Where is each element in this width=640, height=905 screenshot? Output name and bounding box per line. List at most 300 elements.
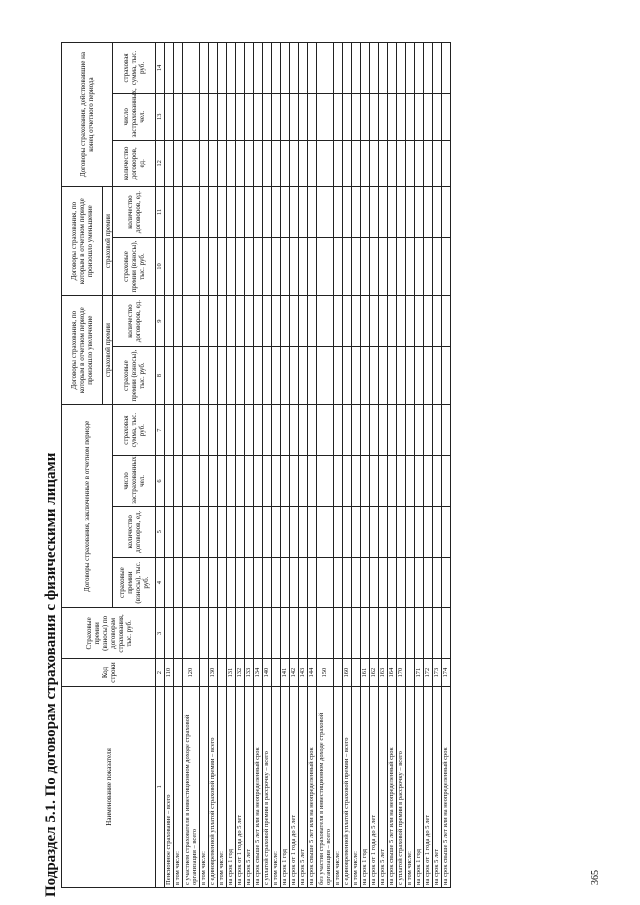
value-cell: [299, 557, 308, 608]
value-cell: [334, 140, 343, 187]
value-cell: [272, 506, 281, 557]
value-cell: [290, 456, 299, 507]
value-cell: [317, 140, 334, 187]
value-cell: [433, 346, 442, 404]
value-cell: [200, 93, 209, 140]
value-cell: [379, 405, 388, 456]
value-cell: [442, 506, 451, 557]
value-cell: [236, 506, 245, 557]
table-row: [200, 43, 209, 888]
header-group-increase: Договоры страхования, по которым в отчетном периоде произошло увеличение: [62, 296, 103, 405]
value-cell: [397, 93, 406, 140]
row-code: 162: [370, 659, 379, 687]
table-row: [272, 43, 281, 888]
value-cell: [254, 140, 263, 187]
column-number: 12: [156, 140, 165, 187]
value-cell: [290, 557, 299, 608]
value-cell: [308, 140, 317, 187]
header-col-count-insured: число застрахованных, чел.: [113, 93, 156, 140]
value-cell: [200, 187, 209, 238]
value-cell: [209, 43, 218, 94]
table-row: [183, 43, 200, 888]
value-cell: [227, 346, 236, 404]
value-cell: [209, 140, 218, 187]
value-cell: [183, 43, 200, 94]
row-code: [406, 659, 415, 687]
value-cell: [433, 456, 442, 507]
value-cell: [308, 506, 317, 557]
value-cell: [397, 296, 406, 347]
table-row: [299, 43, 308, 888]
value-cell: [343, 506, 352, 557]
value-cell: [254, 296, 263, 347]
row-label: на срок 5 лет: [299, 686, 308, 887]
value-cell: [379, 93, 388, 140]
column-number: 10: [156, 237, 165, 295]
row-code: 172: [424, 659, 433, 687]
value-cell: [343, 405, 352, 456]
value-cell: [281, 140, 290, 187]
value-cell: [218, 346, 227, 404]
table-row: [343, 43, 352, 888]
value-cell: [165, 140, 174, 187]
row-label: на срок от 1 года до 5 лет: [370, 686, 379, 887]
value-cell: [165, 43, 174, 94]
statistics-table: [61, 42, 451, 888]
header-group-in-force: Договоры страхования, действовавшие на конец отчетного периода: [62, 43, 113, 187]
column-number: 5: [156, 506, 165, 557]
table-row: [361, 43, 370, 888]
value-cell: [317, 346, 334, 404]
value-cell: [442, 93, 451, 140]
value-cell: [397, 456, 406, 507]
value-cell: [245, 93, 254, 140]
header-col-count-contracts: количество договоров, ед.: [113, 187, 156, 238]
column-number: 3: [156, 608, 165, 659]
value-cell: [165, 506, 174, 557]
value-cell: [308, 237, 317, 295]
value-cell: [174, 405, 183, 456]
value-cell: [245, 506, 254, 557]
row-label: в том числе:: [334, 686, 343, 887]
value-cell: [165, 557, 174, 608]
value-cell: [165, 187, 174, 238]
header-col-count-contracts: количество договоров, ед.: [113, 296, 156, 347]
value-cell: [290, 506, 299, 557]
value-cell: [388, 405, 397, 456]
value-cell: [183, 237, 200, 295]
value-cell: [361, 296, 370, 347]
table-row: [281, 43, 290, 888]
value-cell: [209, 237, 218, 295]
row-code: 132: [236, 659, 245, 687]
value-cell: [343, 346, 352, 404]
value-cell: [352, 506, 361, 557]
value-cell: [263, 296, 272, 347]
value-cell: [370, 405, 379, 456]
value-cell: [227, 608, 236, 659]
value-cell: [245, 608, 254, 659]
value-cell: [397, 43, 406, 94]
value-cell: [183, 93, 200, 140]
value-cell: [433, 187, 442, 238]
value-cell: [281, 296, 290, 347]
value-cell: [200, 456, 209, 507]
value-cell: [415, 405, 424, 456]
value-cell: [227, 405, 236, 456]
value-cell: [334, 237, 343, 295]
value-cell: [388, 608, 397, 659]
row-label: на срок 1 год: [227, 686, 236, 887]
value-cell: [290, 140, 299, 187]
value-cell: [263, 456, 272, 507]
value-cell: [200, 43, 209, 94]
row-label: в том числе:: [200, 686, 209, 887]
header-group-concluded: Договоры страхования, заключенные в отчетном периоде: [62, 405, 113, 608]
value-cell: [361, 43, 370, 94]
value-cell: [397, 346, 406, 404]
value-cell: [352, 296, 361, 347]
value-cell: [415, 456, 424, 507]
value-cell: [406, 93, 415, 140]
row-code: 120: [183, 659, 200, 687]
value-cell: [200, 296, 209, 347]
row-label: на срок 5 лет: [245, 686, 254, 887]
row-label: с единовременной уплатой страховой премии – всего: [343, 686, 352, 887]
value-cell: [174, 456, 183, 507]
value-cell: [183, 140, 200, 187]
value-cell: [227, 43, 236, 94]
table-row: [245, 43, 254, 888]
value-cell: [218, 237, 227, 295]
value-cell: [165, 346, 174, 404]
value-cell: [406, 237, 415, 295]
row-label: на срок от 1 года до 5 лет: [236, 686, 245, 887]
row-label: с уплатой страховой премии в рассрочку – всего: [263, 686, 272, 887]
value-cell: [397, 140, 406, 187]
value-cell: [424, 557, 433, 608]
value-cell: [254, 608, 263, 659]
table-row: [174, 43, 183, 888]
value-cell: [218, 506, 227, 557]
table-row: [352, 43, 361, 888]
row-code: 143: [299, 659, 308, 687]
value-cell: [343, 93, 352, 140]
value-cell: [308, 608, 317, 659]
value-cell: [433, 43, 442, 94]
row-label: на срок 5 лет: [379, 686, 388, 887]
value-cell: [245, 187, 254, 238]
value-cell: [290, 405, 299, 456]
value-cell: [370, 187, 379, 238]
value-cell: [379, 557, 388, 608]
row-label: в том числе:: [406, 686, 415, 887]
value-cell: [236, 405, 245, 456]
value-cell: [263, 557, 272, 608]
row-label: на срок свыше 5 лет или на неопределенный срок: [388, 686, 397, 887]
value-cell: [370, 456, 379, 507]
table-row: [218, 43, 227, 888]
value-cell: [254, 405, 263, 456]
value-cell: [209, 405, 218, 456]
value-cell: [209, 93, 218, 140]
value-cell: [209, 296, 218, 347]
value-cell: [379, 140, 388, 187]
value-cell: [442, 140, 451, 187]
value-cell: [254, 557, 263, 608]
value-cell: [174, 346, 183, 404]
value-cell: [209, 608, 218, 659]
value-cell: [415, 140, 424, 187]
value-cell: [174, 93, 183, 140]
value-cell: [218, 405, 227, 456]
header-col-sum-insured: страховая сумма, тыс. руб.: [113, 405, 156, 456]
value-cell: [290, 296, 299, 347]
value-cell: [299, 456, 308, 507]
value-cell: [183, 557, 200, 608]
page-number: 365: [590, 870, 601, 885]
value-cell: [200, 506, 209, 557]
value-cell: [433, 405, 442, 456]
value-cell: [334, 346, 343, 404]
value-cell: [379, 237, 388, 295]
table-row: [379, 43, 388, 888]
row-code: [174, 659, 183, 687]
header-code: Код строки: [62, 659, 156, 687]
value-cell: [290, 43, 299, 94]
value-cell: [299, 140, 308, 187]
value-cell: [281, 346, 290, 404]
value-cell: [299, 608, 308, 659]
value-cell: [254, 187, 263, 238]
value-cell: [299, 405, 308, 456]
value-cell: [281, 187, 290, 238]
value-cell: [245, 296, 254, 347]
header-premiums-under-contracts: Страховые премии (взносы) по договорам страхования, тыс. руб.: [62, 608, 156, 659]
value-cell: [397, 405, 406, 456]
value-cell: [442, 456, 451, 507]
value-cell: [218, 43, 227, 94]
value-cell: [281, 456, 290, 507]
value-cell: [379, 296, 388, 347]
value-cell: [433, 506, 442, 557]
value-cell: [299, 93, 308, 140]
value-cell: [433, 557, 442, 608]
value-cell: [281, 237, 290, 295]
table-row: [415, 43, 424, 888]
value-cell: [281, 43, 290, 94]
value-cell: [370, 140, 379, 187]
value-cell: [218, 187, 227, 238]
value-cell: [254, 43, 263, 94]
row-code: 141: [281, 659, 290, 687]
value-cell: [183, 346, 200, 404]
value-cell: [236, 187, 245, 238]
value-cell: [406, 608, 415, 659]
value-cell: [361, 405, 370, 456]
value-cell: [352, 456, 361, 507]
value-cell: [406, 43, 415, 94]
value-cell: [245, 140, 254, 187]
value-cell: [200, 346, 209, 404]
value-cell: [272, 608, 281, 659]
value-cell: [379, 608, 388, 659]
row-label: в том числе:: [352, 686, 361, 887]
row-label: на срок от 1 года до 5 лет: [424, 686, 433, 887]
value-cell: [308, 456, 317, 507]
value-cell: [334, 43, 343, 94]
value-cell: [406, 140, 415, 187]
column-number: 8: [156, 346, 165, 404]
value-cell: [218, 296, 227, 347]
value-cell: [361, 506, 370, 557]
value-cell: [299, 506, 308, 557]
value-cell: [263, 237, 272, 295]
value-cell: [370, 43, 379, 94]
value-cell: [281, 93, 290, 140]
value-cell: [343, 43, 352, 94]
value-cell: [227, 93, 236, 140]
value-cell: [343, 140, 352, 187]
header-group-decrease: Договоры страхования, по которым в отчетном периоде произошло уменьшение: [62, 187, 103, 296]
value-cell: [245, 405, 254, 456]
value-cell: [415, 608, 424, 659]
value-cell: [397, 557, 406, 608]
value-cell: [388, 506, 397, 557]
value-cell: [290, 187, 299, 238]
value-cell: [334, 557, 343, 608]
column-number: 2: [156, 659, 165, 687]
value-cell: [209, 557, 218, 608]
value-cell: [388, 187, 397, 238]
section-title: Подраздел 5.1. По договорам страхования с физическими лицами: [43, 452, 59, 897]
value-cell: [433, 296, 442, 347]
value-cell: [263, 608, 272, 659]
row-code: 161: [361, 659, 370, 687]
row-label: с уплатой страховой премии в рассрочку – всего: [397, 686, 406, 887]
value-cell: [272, 43, 281, 94]
row-code: 140: [263, 659, 272, 687]
value-cell: [183, 405, 200, 456]
table-row: [406, 43, 415, 888]
value-cell: [227, 140, 236, 187]
value-cell: [165, 296, 174, 347]
value-cell: [415, 346, 424, 404]
table-row: [209, 43, 218, 888]
value-cell: [370, 557, 379, 608]
row-code: 144: [308, 659, 317, 687]
value-cell: [272, 346, 281, 404]
value-cell: [370, 93, 379, 140]
value-cell: [415, 187, 424, 238]
row-code: 173: [433, 659, 442, 687]
value-cell: [442, 557, 451, 608]
value-cell: [236, 608, 245, 659]
value-cell: [334, 187, 343, 238]
value-cell: [290, 608, 299, 659]
value-cell: [174, 140, 183, 187]
value-cell: [406, 296, 415, 347]
value-cell: [352, 93, 361, 140]
value-cell: [245, 456, 254, 507]
value-cell: [272, 187, 281, 238]
value-cell: [388, 296, 397, 347]
value-cell: [200, 405, 209, 456]
value-cell: [388, 456, 397, 507]
value-cell: [317, 187, 334, 238]
value-cell: [209, 187, 218, 238]
value-cell: [433, 237, 442, 295]
row-label: без участия страхователя в инвестиционном доходе страховой организации – всего: [317, 686, 334, 887]
value-cell: [361, 237, 370, 295]
table-body: [165, 43, 451, 888]
value-cell: [352, 608, 361, 659]
value-cell: [424, 187, 433, 238]
value-cell: [388, 93, 397, 140]
value-cell: [415, 43, 424, 94]
row-label: на срок 1 год: [361, 686, 370, 887]
row-code: 130: [209, 659, 218, 687]
value-cell: [388, 140, 397, 187]
value-cell: [388, 557, 397, 608]
value-cell: [442, 43, 451, 94]
value-cell: [343, 237, 352, 295]
value-cell: [424, 608, 433, 659]
value-cell: [308, 43, 317, 94]
column-number: 6: [156, 456, 165, 507]
value-cell: [272, 140, 281, 187]
value-cell: [165, 608, 174, 659]
table-row: [433, 43, 442, 888]
value-cell: [165, 456, 174, 507]
value-cell: [227, 456, 236, 507]
value-cell: [370, 237, 379, 295]
value-cell: [433, 93, 442, 140]
value-cell: [209, 346, 218, 404]
value-cell: [227, 506, 236, 557]
table-row: [236, 43, 245, 888]
row-label: на срок свыше 5 лет или на неопределенный срок: [254, 686, 263, 887]
value-cell: [406, 456, 415, 507]
value-cell: [174, 187, 183, 238]
row-code: 133: [245, 659, 254, 687]
column-number: 9: [156, 296, 165, 347]
value-cell: [317, 237, 334, 295]
value-cell: [442, 405, 451, 456]
value-cell: [236, 43, 245, 94]
value-cell: [174, 296, 183, 347]
value-cell: [424, 43, 433, 94]
value-cell: [406, 506, 415, 557]
value-cell: [308, 93, 317, 140]
table-row: [424, 43, 433, 888]
column-number: 1: [156, 686, 165, 887]
value-cell: [317, 296, 334, 347]
value-cell: [308, 187, 317, 238]
value-cell: [379, 456, 388, 507]
row-label: на срок от 1 года до 5 лет: [290, 686, 299, 887]
value-cell: [263, 93, 272, 140]
value-cell: [442, 237, 451, 295]
value-cell: [317, 456, 334, 507]
value-cell: [218, 608, 227, 659]
value-cell: [200, 237, 209, 295]
row-label: на срок 1 год: [281, 686, 290, 887]
row-label: с единовременной уплатой страховой премии – всего: [209, 686, 218, 887]
value-cell: [272, 456, 281, 507]
value-cell: [343, 456, 352, 507]
row-code: 174: [442, 659, 451, 687]
